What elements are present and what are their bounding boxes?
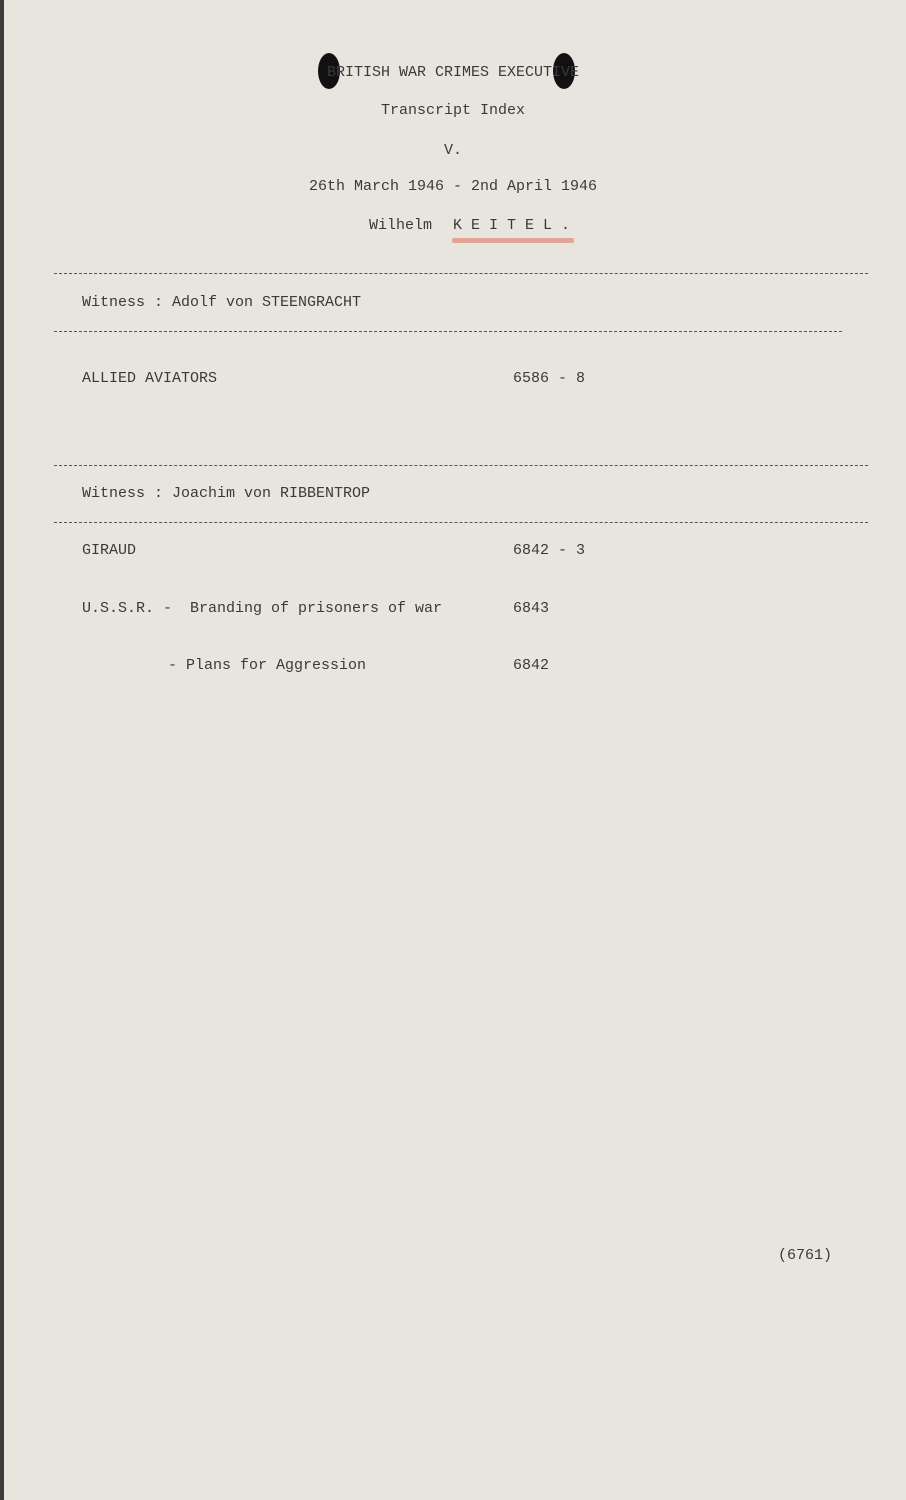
index-subject: GIRAUD <box>82 542 137 559</box>
defendant-first-name: Wilhelm <box>369 217 433 234</box>
red-underline <box>452 238 574 243</box>
index-pages: 6842 - 3 <box>513 542 586 559</box>
index-subject: U.S.S.R. - Branding of prisoners of war <box>82 600 443 617</box>
divider <box>54 522 868 523</box>
versus: V. <box>443 142 462 159</box>
organization-heading: BRITISH WAR CRIMES EXECUTIVE <box>326 64 580 81</box>
page-reference: (6761) <box>778 1247 833 1264</box>
witness-heading: Witness : Adolf von STEENGRACHT <box>82 294 362 311</box>
index-pages: 6842 <box>513 657 550 674</box>
index-pages: 6586 - 8 <box>513 370 586 387</box>
divider <box>54 465 868 466</box>
index-pages: 6843 <box>513 600 550 617</box>
divider <box>54 273 868 274</box>
index-subject: - Plans for Aggression <box>168 657 367 674</box>
witness-heading: Witness : Joachim von RIBBENTROP <box>82 485 371 502</box>
page-edge <box>0 0 4 1500</box>
date-range: 26th March 1946 - 2nd April 1946 <box>308 178 598 195</box>
defendant-last-name: K E I T E L . <box>453 217 571 234</box>
index-subject: ALLIED AVIATORS <box>82 370 218 387</box>
divider <box>54 331 842 332</box>
document-title: Transcript Index <box>380 102 526 119</box>
